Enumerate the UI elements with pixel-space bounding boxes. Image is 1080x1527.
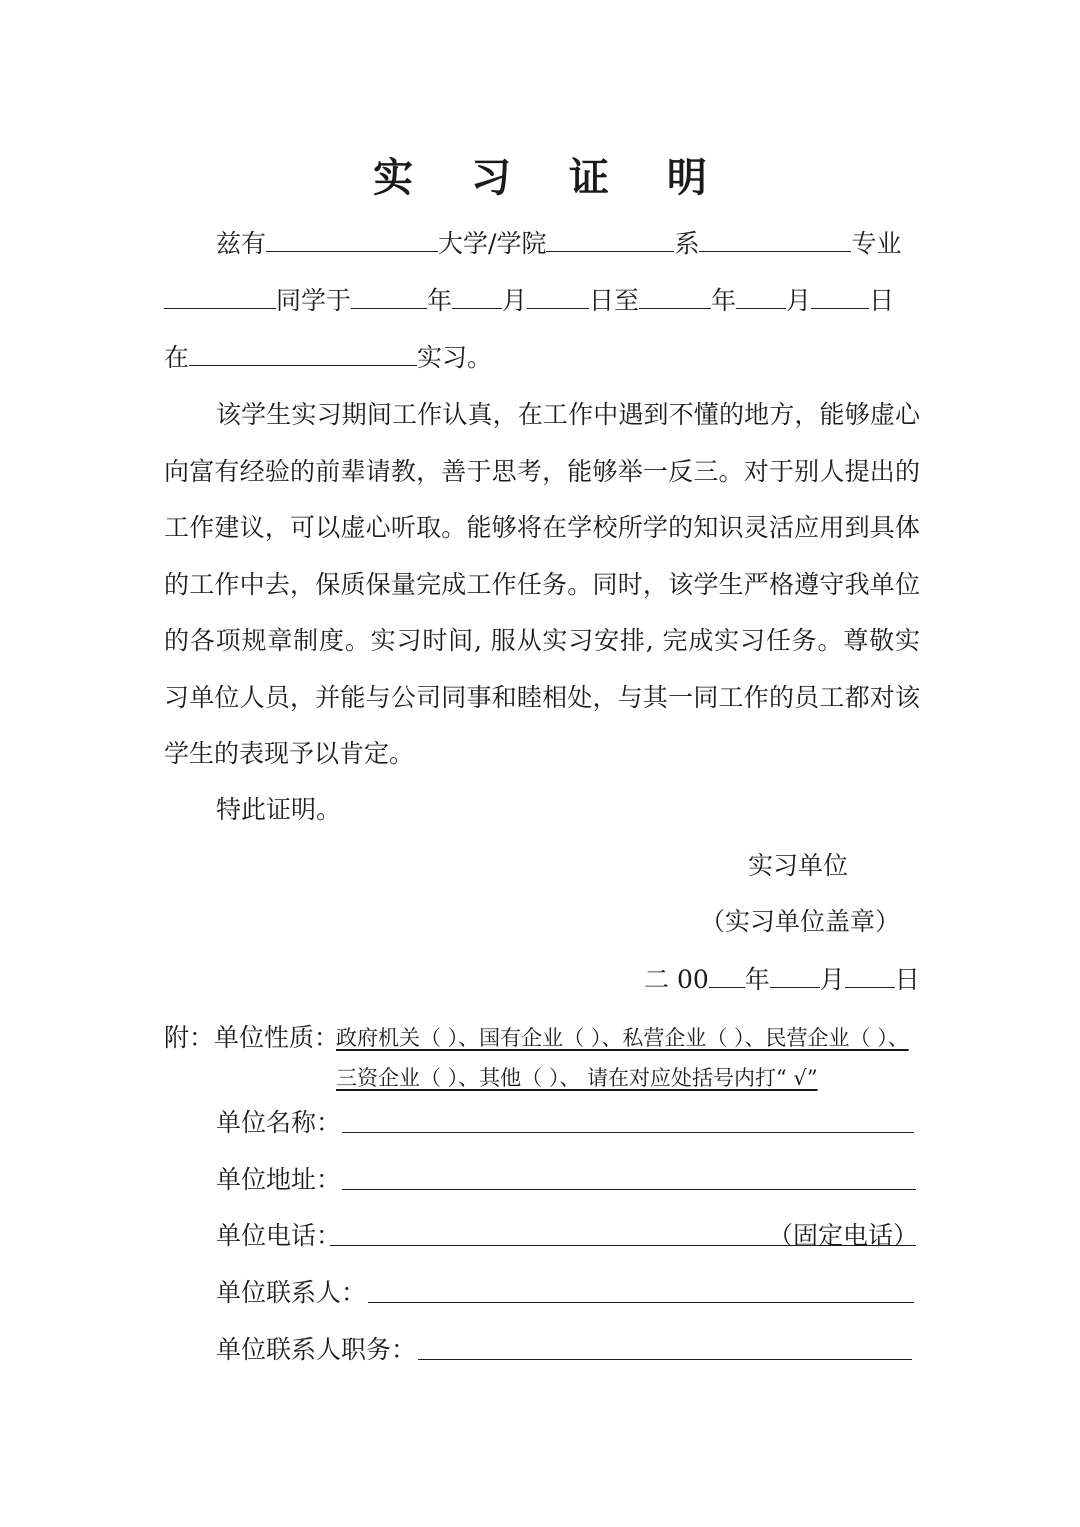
- closing-line: [216, 790, 341, 830]
- end-month-label: 月: [786, 286, 812, 315]
- start-day-label: 日至: [589, 286, 640, 315]
- unit-name-label: 单位名称：: [216, 1108, 342, 1137]
- date-month-blank[interactable]: [770, 961, 820, 988]
- start-year-blank[interactable]: [351, 282, 427, 309]
- start-day-blank[interactable]: [527, 282, 589, 309]
- start-month-label: 月: [502, 286, 528, 315]
- university-label: 大学/学院: [438, 229, 547, 258]
- contact-label: 单位联系人：: [216, 1278, 367, 1307]
- at-label: 在: [164, 343, 190, 372]
- contact-title-label: 单位联系人职务：: [216, 1335, 417, 1364]
- major-label: 专业: [851, 229, 902, 258]
- date-year-blank[interactable]: [709, 961, 745, 988]
- student-label: 同学于: [276, 286, 352, 315]
- university-blank[interactable]: [266, 225, 438, 252]
- start-month-blank[interactable]: [452, 282, 502, 309]
- date-year-label: 年: [744, 965, 770, 994]
- end-year-blank[interactable]: [639, 282, 711, 309]
- unit-address-field[interactable]: [342, 1189, 916, 1190]
- intro-prefix: 兹有: [216, 229, 267, 258]
- body-paragraph: 该学生实习期间工作认真，在工作中遇到不懂的地方，能够虚心向富有经验的前辈请教，善于思考，能够举一反三。对于别人提出的工作建议，可以虚心听取。能够将在学校所学的知识灵活应用到具体的工作中去，保质保量完成工作任务。同时，该学生严格遵守我单位的各项规章制度。实习时间, 服从实习安排, 完成实习任务。尊敬实习单位人员，并能与公司同事和睦相处，与其一同工作的员工都对该学生的表现予以肯定。: [164, 400, 920, 768]
- signature-unit: 实习单位: [748, 851, 849, 880]
- phone-note: （固定电话）: [767, 1221, 918, 1250]
- end-year-label: 年: [711, 286, 737, 315]
- major-blank[interactable]: [699, 225, 851, 252]
- nature-options-line-1[interactable]: 政府机关（ ）、国有企业（ ）、私营企业（ ）、民营企业（ ）、: [336, 1026, 909, 1050]
- intro-line-3: [164, 338, 492, 378]
- contact-title-field[interactable]: [418, 1359, 912, 1360]
- closing-text: 特此证明。: [216, 795, 342, 824]
- intro-line-1: [216, 224, 901, 264]
- end-day-label: 日: [869, 286, 895, 315]
- signature-seal: （实习单位盖章）: [700, 907, 901, 936]
- company-blank[interactable]: [189, 339, 417, 366]
- start-year-label: 年: [427, 286, 453, 315]
- unit-phone-label: 单位电话：: [216, 1221, 342, 1250]
- date-day-blank[interactable]: [845, 961, 895, 988]
- end-day-blank[interactable]: [811, 282, 869, 309]
- signature-date: [644, 960, 920, 1000]
- unit-address-label: 单位地址：: [216, 1165, 342, 1194]
- intro-line-2: [164, 281, 894, 321]
- contact-field[interactable]: [368, 1302, 914, 1303]
- end-month-blank[interactable]: [736, 282, 786, 309]
- document-title: 实 习 证 明: [373, 155, 729, 201]
- date-prefix: 二 00: [644, 965, 709, 994]
- unit-name-field[interactable]: [342, 1132, 914, 1133]
- nature-options-line-2[interactable]: 三资企业（ ）、其他（ ）、 请在对应处括号内打“ √”: [336, 1066, 818, 1090]
- student-name-blank[interactable]: [164, 282, 276, 309]
- date-day-label: 日: [894, 965, 920, 994]
- intern-label: 实习。: [417, 343, 493, 372]
- department-label: 系: [674, 229, 700, 258]
- department-blank[interactable]: [546, 225, 674, 252]
- attachment-label: 附：单位性质：: [164, 1023, 340, 1052]
- date-month-label: 月: [819, 965, 845, 994]
